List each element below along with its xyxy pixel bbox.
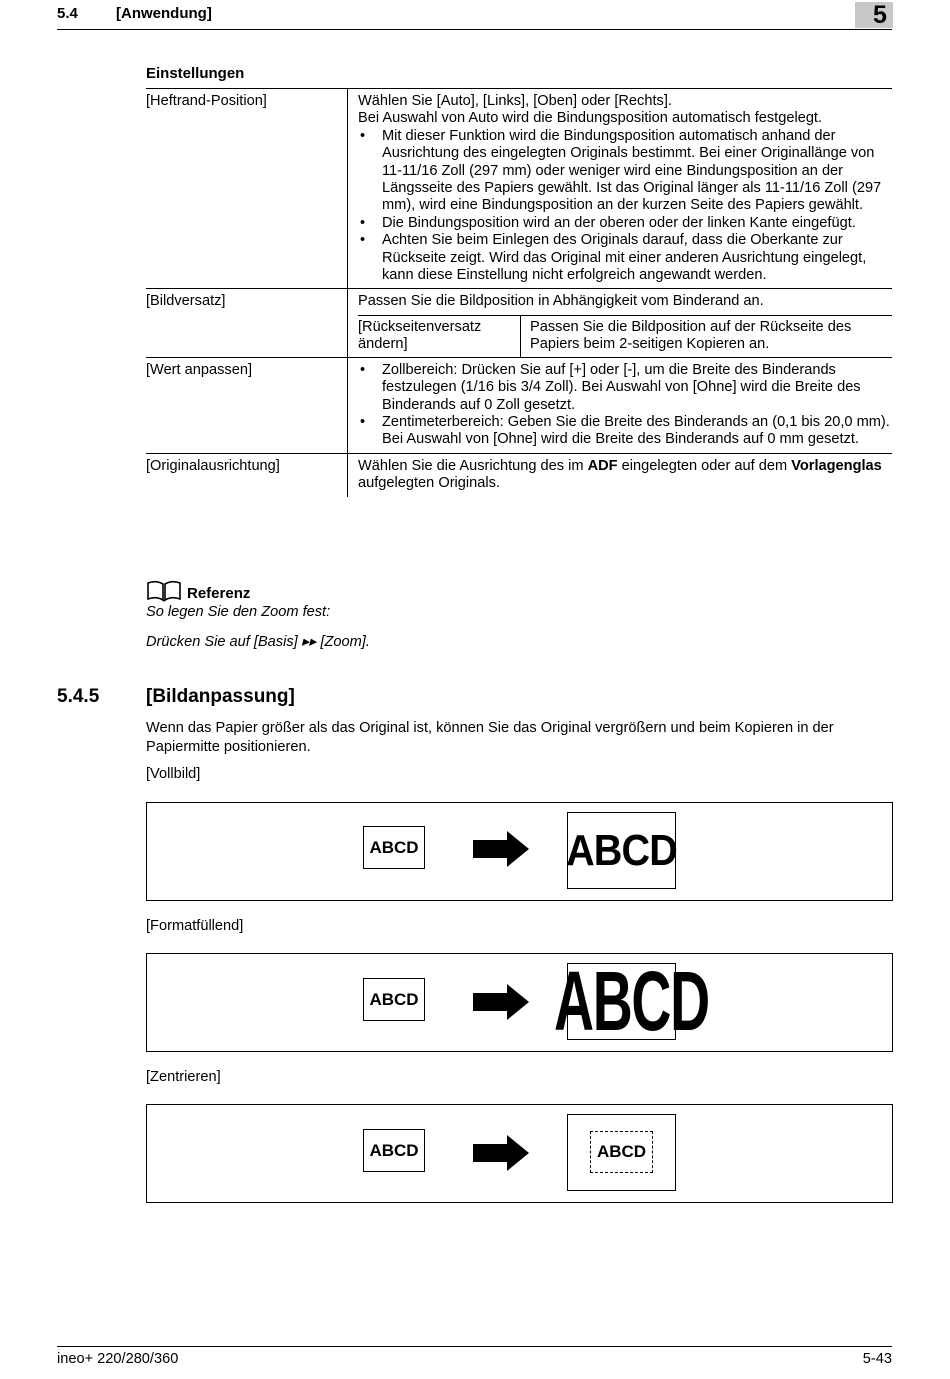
section-number: 5.4.5 <box>57 686 100 707</box>
description-line: Bei Auswahl von Auto wird die Bindungsposition automatisch festgelegt. <box>358 110 823 127</box>
list-item: • Die Bindungsposition wird an der oberen oder der linken Kante eingefügt. <box>358 215 892 232</box>
bullet-list <box>358 362 892 449</box>
table-row <box>146 289 892 357</box>
list-item: • Achten Sie beim Einlegen des Originals darauf, dass die Oberkante zur Rückseite zeigt. Wird das Original mit einer anderen Ausrichtung eingelegt, kann diese Einstellung nicht erfolgreich angewandt werden. <box>358 232 892 284</box>
footer-rule <box>57 1346 892 1347</box>
settings-table <box>146 88 892 497</box>
header-section-number: 5.4 <box>57 5 78 22</box>
setting-description <box>348 357 893 453</box>
illustration-label-fit-format: [Formatfüllend] <box>146 918 244 934</box>
header-title: [Anwendung] <box>116 5 212 22</box>
table-row <box>146 357 892 453</box>
description-text: Wählen Sie die Ausrichtung des im <box>358 457 588 474</box>
setting-name: [Bildversatz] <box>146 289 348 357</box>
description-text: aufgelegten Originals. <box>358 475 500 492</box>
setting-description <box>348 89 893 289</box>
original-sample: ABCD <box>363 826 425 869</box>
illustration-center <box>146 1104 893 1203</box>
copy-sample <box>567 1114 676 1191</box>
description-line: Wählen Sie [Auto], [Links], [Oben] oder [Rechts]. <box>358 93 672 109</box>
setting-name: [Originalausrichtung] <box>146 453 348 496</box>
sub-table <box>358 315 892 357</box>
sub-setting-description: Passen Sie die Bildposition auf der Rückseite des Papiers beim 2-seitigen Kopieren an. <box>521 315 893 356</box>
arrow-right-icon <box>473 831 529 867</box>
description-line: Passen Sie die Bildposition in Abhängigkeit vom Binderand an. <box>358 293 764 310</box>
description-text: eingelegten oder auf dem <box>617 457 792 474</box>
list-item: • Mit dieser Funktion wird die Bindungsposition automatisch anhand der Ausrichtung des eingelegten Originals bestimmt. Bei einer Originallänge von 11-11/16 Zoll (297 mm) oder weniger wird eine Bindungsposition an der Längsseite des Papiers gewählt. Ist das Original länger als 11-11/16 Zoll (297 mm), wird eine Bindungsposition an der kurzen Seite des Papiers gewählt. <box>358 128 892 215</box>
setting-description <box>348 453 893 496</box>
copy-text: ABCD <box>554 954 709 1048</box>
list-item: • Zentimeterbereich: Geben Sie die Breite des Binderands an (0,1 bis 20,0 mm). Bei Auswahl von [Ohne] wird die Breite des Binderands auf 0 mm gesetzt. <box>358 414 892 449</box>
footer-page-number: 5-43 <box>862 1351 892 1367</box>
table-row <box>146 453 892 496</box>
copy-sample <box>567 812 676 889</box>
setting-description <box>348 289 893 357</box>
sub-setting-name: [Rückseitenversatz ändern] <box>358 315 521 356</box>
illustration-fit-format <box>146 953 893 1052</box>
illustration-label-full-image: [Vollbild] <box>146 766 201 782</box>
table-row <box>146 89 892 289</box>
original-sample: ABCD <box>363 1129 425 1172</box>
arrow-right-icon <box>473 984 529 1020</box>
illustration-label-center: [Zentrieren] <box>146 1069 221 1085</box>
reference-line: So legen Sie den Zoom fest: <box>146 604 331 620</box>
bullet-list <box>358 128 892 285</box>
arrow-right-icon <box>473 1135 529 1171</box>
book-icon <box>146 580 182 602</box>
chapter-number: 5 <box>873 1 887 29</box>
footer-model: ineo+ 220/280/360 <box>57 1351 179 1367</box>
list-item: • Zollbereich: Drücken Sie auf [+] oder [-], um die Breite des Binderands festzulegen (1/16 bis 3/4 Zoll). Bei Auswahl von [Ohne] wird die Breite des Binderands auf 0 Zoll gesetzt. <box>358 362 892 414</box>
illustration-full-image <box>146 802 893 901</box>
adf-term: ADF <box>587 457 618 474</box>
reference-label: Referenz <box>187 585 251 602</box>
reference-heading <box>146 580 250 602</box>
settings-heading: Einstellungen <box>146 65 245 82</box>
copy-text: ABCD <box>566 825 677 875</box>
setting-name: [Heftrand-Position] <box>146 89 348 289</box>
original-sample: ABCD <box>363 978 425 1021</box>
setting-name: [Wert anpassen] <box>146 357 348 453</box>
platen-glass-term: Vorlagenglas <box>791 457 882 474</box>
copy-text: ABCD <box>590 1131 653 1173</box>
header-rule <box>57 29 892 30</box>
copy-sample <box>554 954 709 1048</box>
section-body: Wenn das Papier größer als das Original ist, können Sie das Original vergrößern und beim Kopieren in der Papiermitte positionieren. <box>146 720 834 755</box>
section-title: [Bildanpassung] <box>146 686 295 707</box>
reference-line: Drücken Sie auf [Basis] ▸▸ [Zoom]. <box>146 634 370 650</box>
